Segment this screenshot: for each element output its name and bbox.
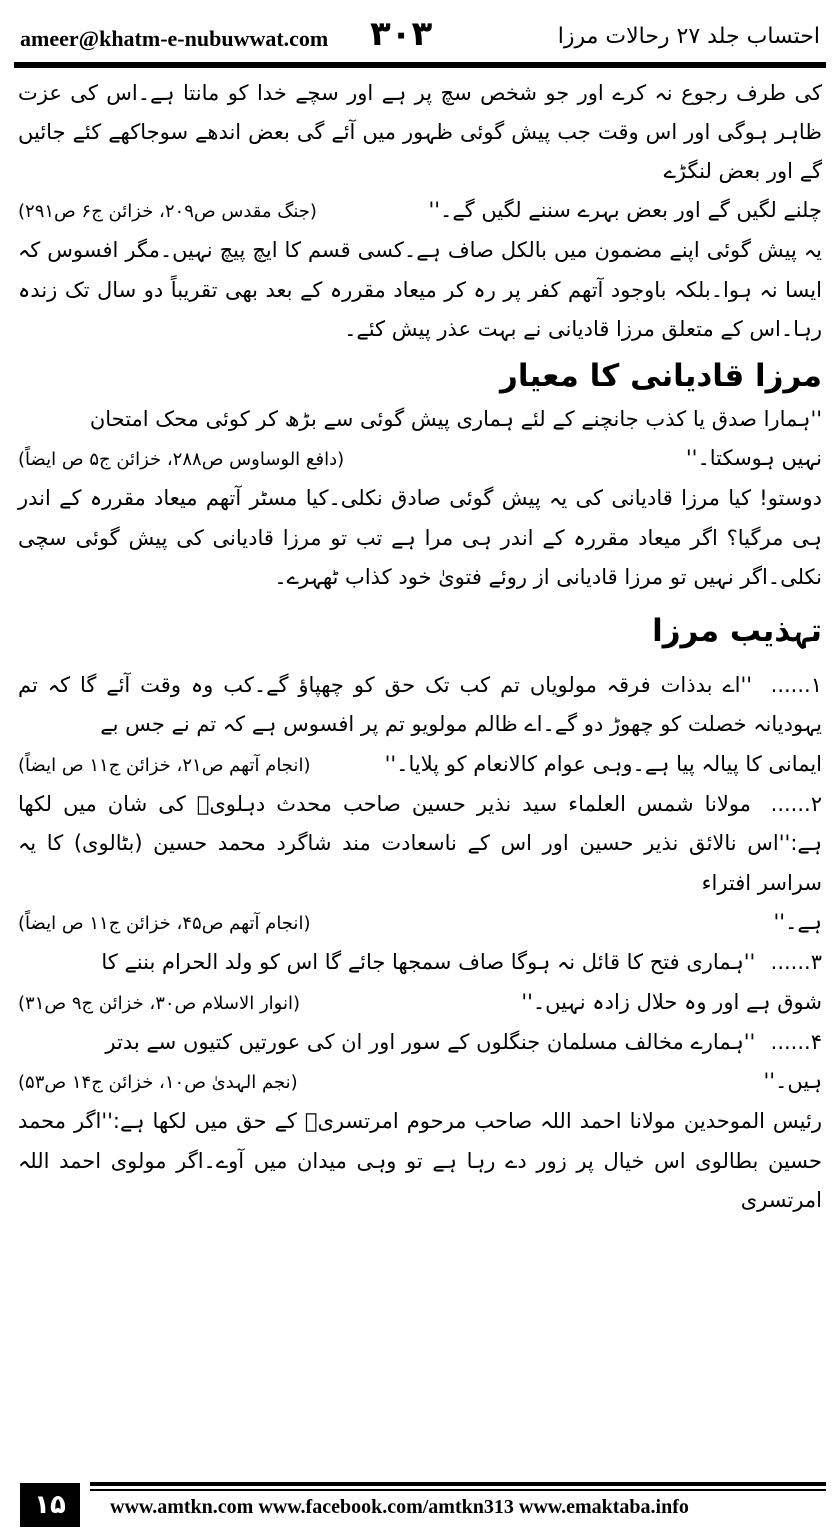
item-last-line: شوق ہے اور وہ حلال زادہ نہیں۔'' xyxy=(521,989,822,1014)
quote: ''ہمارا صدق یا کذب جانچنے کے لئے ہماری پیش گوئی سے بڑھ کر کوئی محک امتحان xyxy=(89,406,822,431)
footer-page-number: ۱۵ xyxy=(20,1483,80,1527)
footer-rule xyxy=(90,1482,826,1486)
item-number: ۴...... xyxy=(770,1029,822,1054)
section-heading: مرزا قادیانی کا معیار xyxy=(500,357,822,394)
citation: (انجام آتھم ص۴۵، خزائن ج۱۱ ص ایضاً) xyxy=(18,913,311,934)
paragraph: یہ پیش گوئی اپنے مضمون میں بالکل صاف ہے۔کسی قسم کا ایچ پیچ نہیں۔مگر افسوس کہ ایسا نہ ہوا۔بلکہ باوجود آتھم کفر پر رہ کر میعاد مقررہ کے بعد بھی تقریباً دو سال تک زندہ رہا۔اس کے متعلق مرزا قادیانی نے بہت عذر پیش کئے۔ xyxy=(18,238,822,341)
item-text: ''ہماری فتح کا قائل نہ ہوگا صاف سمجھا جائے گا اس کو ولد الحرام بننے کا xyxy=(101,950,756,974)
citation: (انجام آتھم ص۲۱، خزائن ج۱۱ ص ایضاً) xyxy=(18,754,311,776)
quote-reference-line xyxy=(18,1062,822,1102)
citation: (انوار الاسلام ص۳۰، خزائن ج۹ ص۳۱) xyxy=(18,992,300,1014)
item-number: ۳...... xyxy=(770,950,822,974)
item-text: ''اے بدذات فرقہ مولویاں تم کب تک حق کو چھپاؤ گے۔کب وہ وقت آئے گا کہ تم یہودیانہ خصلت کو چھوڑ دو گے۔اے ظالم مولویو تم پر افسوس ہے کہ تم نے جس بے xyxy=(18,672,822,736)
item-number: ۲...... xyxy=(770,791,822,816)
quote-reference-line xyxy=(18,191,822,231)
item-number: ۱...... xyxy=(770,672,822,697)
quote-last-line: نہیں ہوسکتا۔'' xyxy=(685,446,822,470)
list-item xyxy=(18,785,822,904)
quote-reference-line xyxy=(18,903,822,943)
item-last-line: ہیں۔'' xyxy=(763,1069,822,1093)
paragraph: کی طرف رجوع نہ کرے اور جو شخص سچ پر ہے اور سچے خدا کو مانتا ہے۔اس کی عزت ظاہر ہوگی اور اس وقت جب پیش گوئی ظہور میں آئے گی بعض اندھے سوجاکھے کئے جائیں گے اور بعض لنگڑے xyxy=(18,81,822,183)
item-text: ''ہمارے مخالف مسلمان جنگلوں کے سور اور ان کی عورتیں کتیوں سے بدتر xyxy=(105,1029,756,1054)
item-text: مولانا شمس العلماء سید نذیر حسین صاحب محدث دہلویؒ کی شان میں لکھا ہے:''اس نالائق نذیر حسین اور اس کے ناسعادت مند شاگرد محمد حسین (بٹالوی) کا یہ سراسر افتراء xyxy=(18,791,822,895)
list-item xyxy=(18,1023,822,1063)
citation: (دافع الوساوس ص۲۸۸، خزائن ج۵ ص ایضاً) xyxy=(18,449,345,470)
quote-reference-line xyxy=(18,439,822,479)
citation: (جنگ مقدس ص۲۰۹، خزائن ج۶ ص۲۹۱) xyxy=(18,201,317,222)
paragraph: رئیس الموحدین مولانا احمد اللہ صاحب مرحوم امرتسریؒ کے حق میں لکھا ہے:''اگر محمد حسین بطالوی اس خیال پر زور دے رہا ہے تو وہی میدان میں آوے۔اگر مولوی احمد اللہ امرتسری xyxy=(18,1109,822,1212)
citation: (نجم الہدیٰ ص۱۰، خزائن ج۱۴ ص۵۳) xyxy=(18,1072,298,1093)
list-item xyxy=(18,943,822,983)
header-email: ameer@khatm-e-nubuwwat.com xyxy=(20,26,329,51)
item-last-line: ہے۔'' xyxy=(773,910,822,934)
quote-reference-line xyxy=(18,745,822,785)
section-heading: تہذیب مرزا xyxy=(652,612,822,649)
quote-reference-line xyxy=(18,983,822,1023)
paragraph: دوستو! کیا مرزا قادیانی کی یہ پیش گوئی صادق نکلی۔کیا مسٹر آتھم میعاد مقررہ کے اندر ہی مرگیا؟ اگر میعاد مقررہ کے اندر ہی مرا ہے تب تو مرزا قادیانی کی پیش گوئی سچی نکلی۔اگر نہیں تو مرزا قادیانی از روئے فتویٰ خود کذاب ٹھہرے۔ xyxy=(18,486,822,589)
paragraph-last-line: چلنے لگیں گے اور بعض بہرے سننے لگیں گے۔'' xyxy=(428,198,822,222)
footer-website-links: www.amtkn.com www.facebook.com/amtkn313 www.emaktaba.info xyxy=(110,1496,689,1518)
list-item xyxy=(18,666,822,745)
footer-rule-thin xyxy=(90,1489,826,1491)
header-rule xyxy=(14,62,826,68)
page-body xyxy=(18,74,822,1221)
item-last-line: ایمانی کا پیالہ پیا ہے۔وہی عوام کالانعام کو پلایا۔'' xyxy=(384,751,822,776)
header-page-number: ۳۰۳ xyxy=(370,14,433,54)
header-book-title: احتساب جلد ۲۷ رحالات مرزا xyxy=(557,24,820,49)
